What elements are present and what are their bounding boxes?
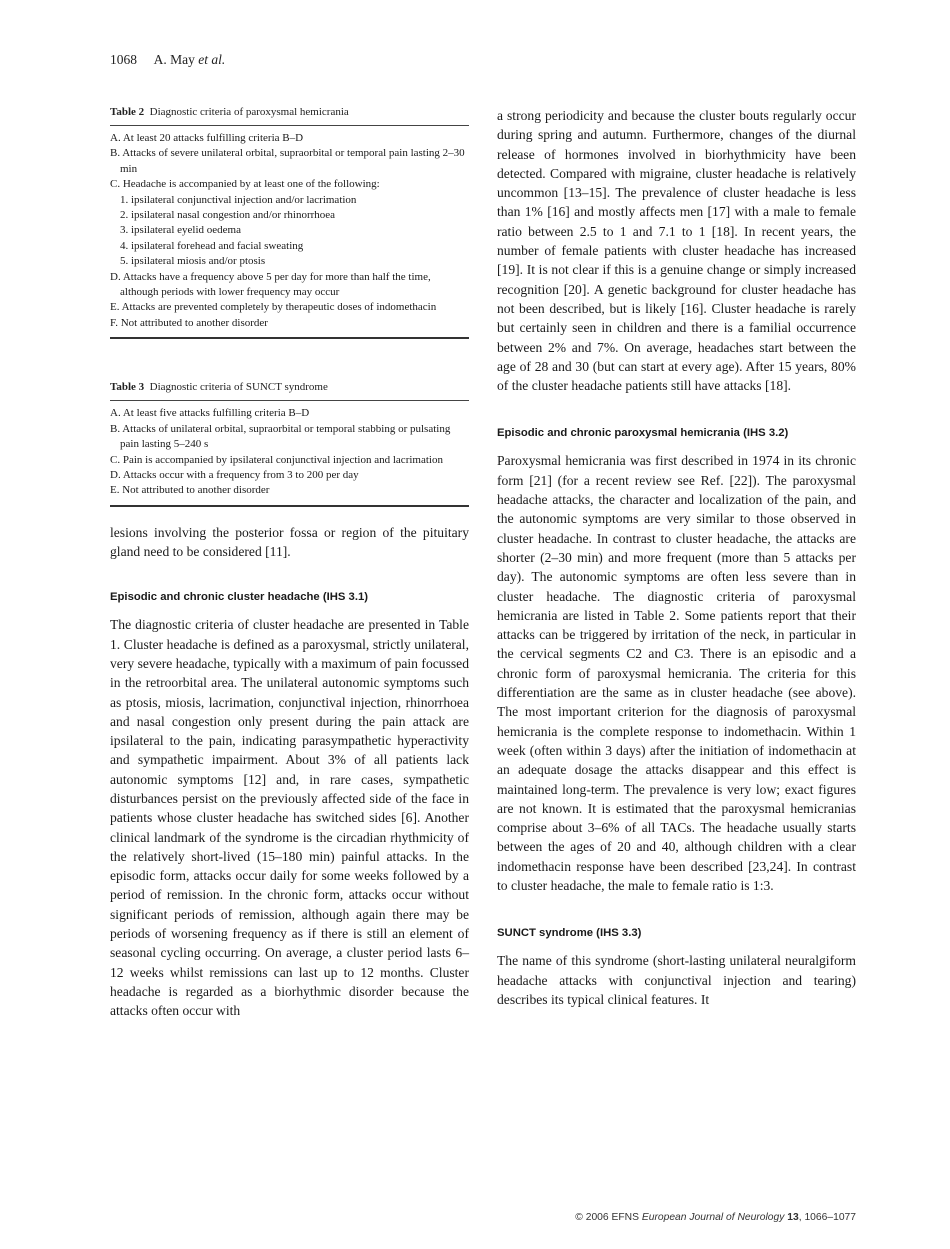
running-authors: A. May et al. xyxy=(153,52,226,67)
table-subcriterion: 5. ipsilateral miosis and/or ptosis xyxy=(120,255,266,268)
right-column xyxy=(497,106,856,1009)
table-criterion: B. Attacks of severe unilateral orbital, supraorbital or temporal pain lasting 2–30 min xyxy=(110,147,465,175)
section-heading-paroxysmal-hemicrania: Episodic and chronic paroxysmal hemicrania (IHS 3.2) xyxy=(497,427,789,440)
table-2-title: Diagnostic criteria of paroxysmal hemicrania xyxy=(149,106,349,118)
table-3-title: Diagnostic criteria of SUNCT syndrome xyxy=(149,381,328,394)
table-subcriterion: 2. ipsilateral nasal congestion and/or rhinorrhoea xyxy=(120,209,336,222)
table-criterion: E. Not attributed to another disorder xyxy=(110,484,270,497)
table-2-caption xyxy=(110,106,469,125)
table-subcriterion: 1. ipsilateral conjunctival injection and/or lacrimation xyxy=(120,193,357,206)
paragraph-continuation: lesions involving the posterior fossa or region of the pituitary gland need to be considered [11]. xyxy=(110,524,469,560)
table-subcriterion: 4. ipsilateral forehead and facial sweating xyxy=(120,239,304,252)
table-2-label: Table 2 xyxy=(110,106,145,118)
table-3 xyxy=(110,381,469,506)
running-header xyxy=(110,52,225,68)
table-3-label: Table 3 xyxy=(110,381,145,394)
table-subcriterion: 3. ipsilateral eyelid oedema xyxy=(120,224,241,237)
page-number: 1068 xyxy=(110,52,137,67)
table-2-list xyxy=(110,126,469,337)
paragraph-cluster: The diagnostic criteria of cluster headache are presented in Table 1. Cluster headache is defined as a paroxysmal, strictly unilateral, very severe headache, typically with a maximum of pain focussed in the retroorbital area. The unilateral autonomic symptoms such as ptosis, miosis, lacrimation, conjunctival injection, rhinorrhoea and nasal congestion only present during the pain attack are ipsilateral to the pain, indicating parasympathetic hyperactivity and sympathetic impairment. About 3% of all patients lack autonomic symptoms [12] and, in rare cases, sympathetic disturbances persist on the previously affected side of the face in patients whose cluster headache has switched sides [6]. Another clinical landmark of the syndrome is the circadian rhythmicity of the relatively short-lived (15–180 min) painful attacks. In the episodic form, attacks occur daily for some weeks followed by a period of remission. In the chronic form, attacks occur without significant periods of remission, although again there may be periods of worsening frequency as if there is still an element of seasonal cycling occurring. On average, a cluster period lasts 6–12 weeks whilst remissions can last up to 12 months. Cluster headache is regarded as a biorhythmic disorder because the attacks often occur with xyxy=(110,617,469,1019)
footer-volume: 13 xyxy=(787,1212,799,1223)
left-column xyxy=(110,106,469,1021)
paragraph-continuation: a strong periodicity and because the cluster bouts regularly occur during spring and autumn. Furthermore, changes of the diurnal release of hormones involved in biorhythmicity have been detected. Compared with migraine, cluster headache is relatively uncommon [13–15]. The prevalence of cluster headache is less than 1% [16] and mostly affects men [17] with a male to female ratio between 2.5 to 1 and 7.1 to 1 [18]. In recent years, the number of female patients with cluster headache has increased [19]. It is not clear if this is a genuine change or simply increased recognition [20]. A genetic background for cluster headache has not been described, but is likely [16]. Cluster headache is rarely but certainly seen in children and there is a familial occurrence between 2% and 7%. On average, headaches start between the age of 28 and 30 (but can start at every age). After 15 years, 80% of the cluster headache patients still have attacks [18]. xyxy=(497,108,856,394)
page-footer xyxy=(497,1212,856,1223)
table-criterion: A. At least 20 attacks fulfilling criteria B–D xyxy=(110,132,304,144)
table-criterion: D. Attacks have a frequency above 5 per day for more than half the time, although periods with lower frequency may occur xyxy=(110,270,431,299)
table-criterion: A. At least five attacks fulfilling criteria B–D xyxy=(110,407,310,420)
footer-pages: , 1066–1077 xyxy=(798,1212,856,1223)
table-criterion: F. Not attributed to another disorder xyxy=(110,316,268,329)
table-3-caption xyxy=(110,381,469,400)
table-criterion: C. Headache is accompanied by at least one of the following: xyxy=(110,178,380,191)
footer-journal: European Journal of Neurology xyxy=(641,1212,785,1223)
table-3-list xyxy=(110,401,469,504)
table-criterion: E. Attacks are prevented completely by therapeutic doses of indomethacin xyxy=(110,301,437,314)
table-2 xyxy=(110,106,469,339)
section-heading-sunct: SUNCT syndrome (IHS 3.3) xyxy=(497,927,642,940)
table-criterion: B. Attacks of unilateral orbital, supraorbital or temporal stabbing or pulsating pain lasting 5–240 s xyxy=(110,422,451,451)
table-criterion: C. Pain is accompanied by ipsilateral conjunctival injection and lacrimation xyxy=(110,453,443,466)
table-criterion: D. Attacks occur with a frequency from 3 to 200 per day xyxy=(110,468,359,481)
paragraph-paroxysmal-hemicrania: Paroxysmal hemicrania was first described in 1974 in its chronic form [21] (for a recent review see Ref. [22]). The paroxysmal headache attacks, the character and localization of the pain, and the autonomic symptoms are very similar to those observed in cluster headache. In contrast to cluster headache, the attacks are shorter (2–30 min) and more frequent (more than 5 attacks per day). The autonomic symptoms are often less severe than in cluster headache. The diagnostic criteria of paroxysmal hemicrania are listed in Table 2. Some patients report that their attacks can be triggered by irritation of the neck, in particular in the cervical segments C2 and C3. There is an episodic and a chronic form of paroxysmal hemicrania. The criteria for this differentiation are the same as in cluster headache (see above). The most important criterion for the diagnosis of paroxysmal hemicrania is the complete response to indomethacin. Within 1 week (often within 3 days) after the initiation of indomethacin at an adequate dosage the attacks disappear and this effect is maintained long-term. The prevalence is very low; exact figures are not known. It is estimated that the paroxysmal hemicranias comprise about 3–6% of all TACs. The headache usually starts between the ages of 20 and 40, although children with a clear indomethacin response have been described [23,24]. In contrast to cluster headache, the male to female ratio is 1:3. xyxy=(497,453,856,893)
paragraph-sunct: The name of this syndrome (short-lasting unilateral neuralgiform headache attacks with conjunctival injection and tearing) describes its typical clinical features. It xyxy=(497,953,856,1007)
section-heading-cluster: Episodic and chronic cluster headache (IHS 3.1) xyxy=(110,591,369,604)
table-rule xyxy=(110,505,469,507)
footer-copyright: © 2006 EFNS xyxy=(575,1212,639,1223)
